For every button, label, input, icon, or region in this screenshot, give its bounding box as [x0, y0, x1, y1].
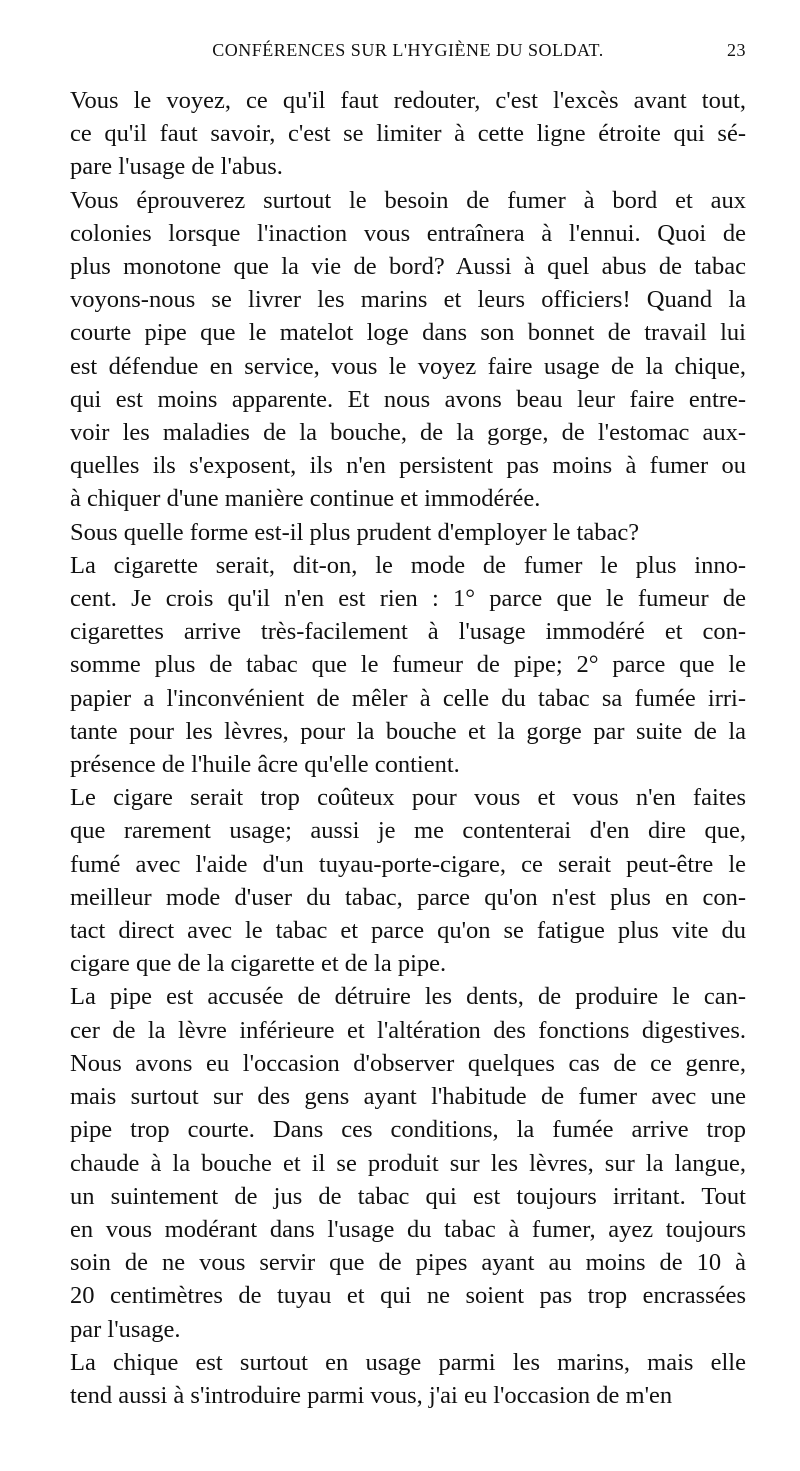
text-line: tante pour les lèvres, pour la bouche et la gorge par suite de la [70, 717, 746, 745]
text-line: La cigarette serait, dit-on, le mode de fumer le plus inno- [70, 551, 746, 579]
text-line: plus monotone que la vie de bord? Aussi à quel abus de tabac [70, 253, 746, 281]
text-line: Vous le voyez, ce qu'il faut redouter, c'est l'excès avant tout, [70, 87, 746, 114]
text-line: mais surtout sur des gens ayant l'habitude de fumer avec une [70, 1083, 746, 1111]
text-line: présence de l'huile âcre qu'elle contient. [70, 751, 460, 779]
paragraph [70, 184, 746, 516]
text-line: papier a l'inconvénient de mêler à celle du tabac sa fumée irri- [70, 684, 746, 712]
text-line: un suintement de jus de tabac qui est toujours irritant. Tout [70, 1182, 746, 1210]
running-head [70, 40, 746, 70]
page-number: 23 [727, 40, 746, 60]
running-title: CONFÉRENCES SUR L'HYGIÈNE DU SOLDAT. [212, 40, 604, 60]
text-line: tend aussi à s'introduire parmi vous, j'ai eu l'occasion de m'en [70, 1381, 673, 1409]
text-line: cigarettes arrive très-facilement à l'usage immodéré et con- [70, 618, 746, 646]
page [70, 40, 746, 1412]
text-line: Le cigare serait trop coûteux pour vous et vous n'en faites [70, 784, 746, 812]
paragraph [70, 1346, 746, 1412]
text-line: La pipe est accusée de détruire les dents, de produire le can- [70, 983, 746, 1011]
text-line: en vous modérant dans l'usage du tabac à fumer, ayez toujours [70, 1215, 746, 1243]
text-line: fumé avec l'aide d'un tuyau-porte-cigare, ce serait peut-être le [70, 850, 746, 878]
text-line: Sous quelle forme est-il plus prudent d'employer le tabac? [70, 518, 640, 546]
text-line: par l'usage. [70, 1315, 181, 1343]
paragraph [70, 980, 746, 1345]
text-line: 20 centimètres de tuyau et qui ne soient pas trop encrassées [70, 1282, 746, 1310]
text-line: que rarement usage; aussi je me contenterai d'en dire que, [70, 817, 746, 845]
paragraph [70, 84, 746, 184]
paragraph [70, 549, 746, 781]
text-line: qui est moins apparente. Et nous avons beau leur faire entre- [70, 385, 746, 413]
body-text [70, 84, 746, 1412]
paragraph [70, 781, 746, 980]
text-line: chaude à la bouche et il se produit sur les lèvres, sur la langue, [70, 1149, 746, 1177]
text-line: meilleur mode d'user du tabac, parce qu'on n'est plus en con- [70, 883, 746, 911]
text-line: tact direct avec le tabac et parce qu'on se fatigue plus vite du [70, 917, 746, 945]
text-line: pipe trop courte. Dans ces conditions, la fumée arrive trop [70, 1116, 746, 1144]
text-line: cer de la lèvre inférieure et l'altération des fonctions digestives. [70, 1016, 746, 1044]
text-line: à chiquer d'une manière continue et immodérée. [70, 485, 541, 513]
text-line: Nous avons eu l'occasion d'observer quelques cas de ce genre, [70, 1049, 746, 1077]
text-line: quelles ils s'exposent, ils n'en persistent pas moins à fumer ou [70, 452, 746, 480]
text-line: ce qu'il faut savoir, c'est se limiter à cette ligne étroite qui sé- [70, 120, 746, 148]
text-line: est défendue en service, vous le voyez faire usage de la chique, [70, 352, 746, 380]
text-line: soin de ne vous servir que de pipes ayant au moins de 10 à [70, 1249, 746, 1277]
text-line: Vous éprouverez surtout le besoin de fumer à bord et aux [70, 186, 746, 214]
paragraph [70, 516, 746, 549]
text-line: somme plus de tabac que le fumeur de pipe; 2° parce que le [70, 651, 746, 679]
text-line: courte pipe que le matelot loge dans son bonnet de travail lui [70, 319, 746, 347]
text-line: voir les maladies de la bouche, de la gorge, de l'estomac aux- [70, 419, 746, 447]
text-line: La chique est surtout en usage parmi les marins, mais elle [70, 1348, 746, 1376]
text-line: cigare que de la cigarette et de la pipe. [70, 950, 447, 978]
text-line: cent. Je crois qu'il n'en est rien : 1° parce que le fumeur de [70, 585, 746, 613]
text-line: pare l'usage de l'abus. [70, 153, 283, 181]
text-line: voyons-nous se livrer les marins et leurs officiers! Quand la [70, 286, 746, 314]
text-line: colonies lorsque l'inaction vous entraînera à l'ennui. Quoi de [70, 219, 746, 247]
